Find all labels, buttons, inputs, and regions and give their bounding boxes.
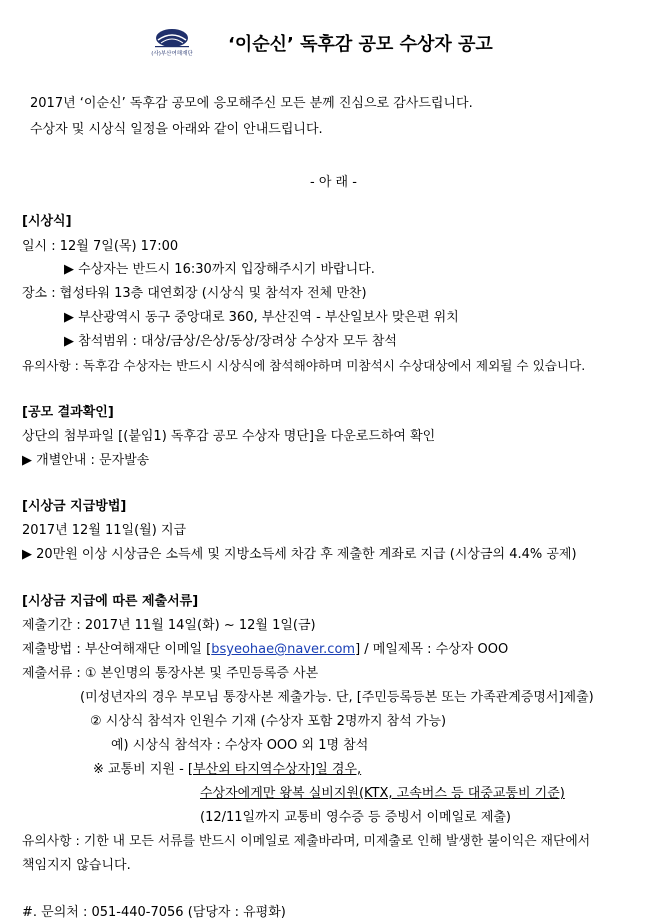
payment-line-1: 2017년 12월 11일(월) 지급 [22, 523, 187, 538]
documents-method-prefix: 제출방법 : 부산여해재단 이메일 [ [22, 642, 212, 657]
documents-travel [93, 761, 361, 779]
result-heading: [공모 결과확인] [22, 405, 114, 420]
ceremony-date-note: ▶ 수상자는 반드시 16:30까지 입장해주시기 바랍니다. [64, 262, 375, 277]
payment-heading: [시상금 지급방법] [22, 499, 127, 514]
ceremony-caution: 유의사항 : 독후감 수상자는 반드시 시상식에 참석해야하며 미참석시 수상대상에서 제외될 수 있습니다. [22, 358, 586, 373]
documents-heading: [시상금 지급에 따른 제출서류] [22, 594, 199, 609]
email-link[interactable]: bsyeohae@naver.com [211, 642, 356, 657]
page-title: ‘이순신’ 독후감 공모 수상자 공고 [228, 34, 493, 55]
documents-caution-1: 유의사항 : 기한 내 모든 서류를 반드시 이메일로 제출바라며, 미제출로 인해 발생한 불이익은 재단에서 [22, 834, 591, 849]
contact-info: #. 문의처 : 051-440-7056 (담당자 : 유평화) [22, 905, 286, 920]
documents-docs-1-note: (미성년자의 경우 부모님 통장사본 제출가능. 단, [주민등록등본 또는 가족관계증명서]제출) [80, 690, 594, 705]
ceremony-date: 일시 : 12월 7일(목) 17:00 [22, 239, 179, 254]
documents-docs-2-example: 예) 시상식 참석자 : 수상자 OOO 외 1명 참석 [111, 738, 369, 753]
ceremony-heading: [시상식] [22, 214, 72, 229]
documents-docs-1: 제출서류 : ① 본인명의 통장사본 및 주민등록증 사본 [22, 666, 319, 681]
payment-line-2: ▶ 20만원 이상 시상금은 소득세 및 지방소득세 차감 후 제출한 계좌로 지급 (시상금의 4.4% 공제) [22, 547, 577, 562]
documents-caution-2: 책임지지 않습니다. [22, 858, 131, 873]
documents-travel-underlined: [부산외 타지역수상자]일 경우, [187, 762, 362, 777]
documents-travel-line-3: (12/11일까지 교통비 영수증 등 증빙서 이메일로 제출) [200, 810, 512, 825]
notice-mark: - 아 래 - [310, 175, 357, 190]
ceremony-place-note: ▶ 부산광역시 동구 중앙대로 360, 부산진역 - 부산일보사 맞은편 위치 [64, 310, 459, 325]
result-line-2: ▶ 개별안내 : 문자발송 [22, 453, 150, 468]
foundation-logo [145, 24, 199, 58]
documents-docs-2: ② 시상식 참석자 인원수 기재 (수상자 포함 2명까지 참석 가능) [90, 714, 447, 729]
ceremony-scope-note: ▶ 참석범위 : 대상/금상/은상/동상/장려상 수상자 모두 참석 [64, 334, 397, 349]
result-line-1: 상단의 첨부파일 [(붙임1) 독후감 공모 수상자 명단]을 다운로드하여 확인 [22, 429, 436, 444]
documents-travel-prefix: ※ 교통비 지원 - [93, 762, 188, 777]
logo-text: (사)부산여해재단 [151, 51, 193, 57]
documents-period: 제출기간 : 2017년 11월 14일(화) ~ 12월 1일(금) [22, 618, 316, 633]
intro-line-1: 2017년 ‘이순신’ 독후감 공모에 응모해주신 모든 분께 진심으로 감사드립니다. [30, 96, 473, 111]
documents-travel-line-2: 수상자에게만 왕복 실비지원(KTX, 고속버스 등 대중교통비 기준) [200, 786, 565, 801]
intro-line-2: 수상자 및 시상식 일정을 아래와 같이 안내드립니다. [30, 122, 323, 137]
documents-method-suffix: ] / 메일제목 : 수상자 OOO [355, 642, 509, 657]
ceremony-place: 장소 : 협성타워 13층 대연회장 (시상식 및 참석자 전체 만찬) [22, 286, 367, 301]
documents-method [22, 641, 508, 659]
